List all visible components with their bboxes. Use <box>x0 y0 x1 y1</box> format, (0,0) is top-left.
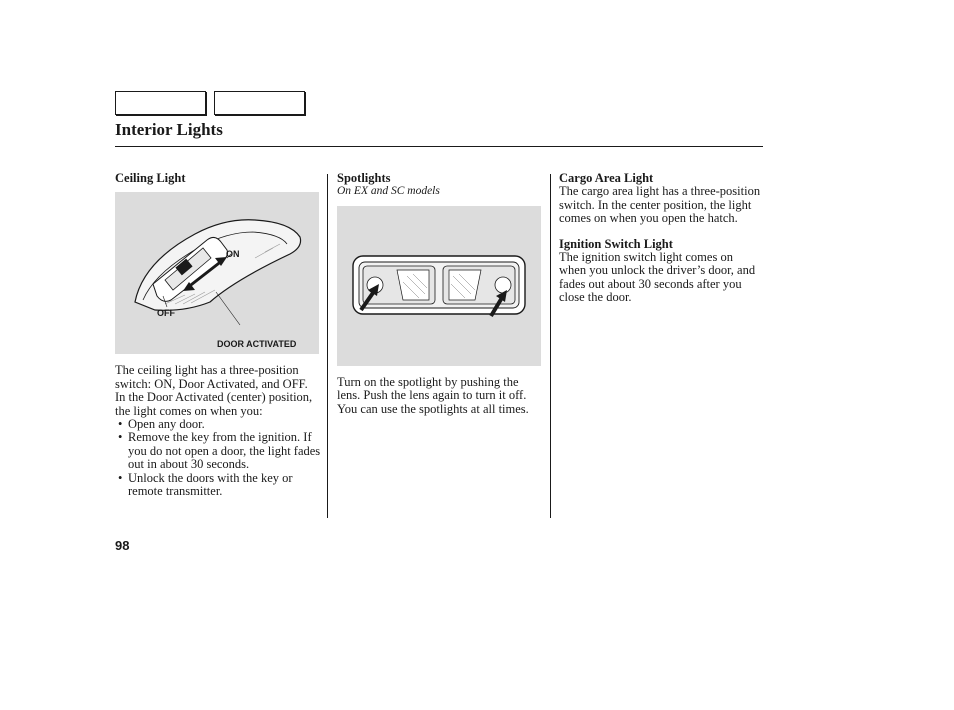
cargo-area-light-paragraph: The cargo area light has a three-position switch. In the center position, the light comes on when you open the hatch. <box>559 184 761 226</box>
cargo-area-light-heading: Cargo Area Light <box>559 171 654 185</box>
ceiling-light-section <box>115 172 321 498</box>
column-divider-2 <box>550 174 551 518</box>
list-item: • Open any door. <box>115 418 321 431</box>
ceiling-light-bullets <box>115 418 321 498</box>
nav-box-1[interactable] <box>115 91 206 115</box>
ceiling-light-heading: Ceiling Light <box>115 171 186 185</box>
ignition-switch-light-heading: Ignition Switch Light <box>559 236 673 251</box>
spotlights-subheading: On EX and SC models <box>337 185 440 198</box>
spotlights-illustration <box>337 206 541 366</box>
spotlights-section <box>337 172 543 416</box>
spotlights-heading: Spotlights <box>337 171 391 185</box>
page-number: 98 <box>115 538 130 553</box>
ceiling-light-paragraph-2: In the Door Activated (center) position, the light comes on when you: <box>115 390 313 418</box>
figure-label-door-activated: DOOR ACTIVATED <box>217 339 297 350</box>
list-item: • Remove the key from the ignition. If you do not open a door, the light fades out in about 30 seconds. <box>115 431 321 471</box>
nav-box-2[interactable] <box>214 91 305 115</box>
ceiling-light-drawing <box>115 192 319 354</box>
list-item: • Unlock the doors with the key or remote transmitter. <box>115 472 321 499</box>
figure-label-on: ON <box>226 249 240 260</box>
column-divider-1 <box>327 174 328 518</box>
figure-label-off: OFF <box>157 308 175 319</box>
spotlights-paragraph: Turn on the spotlight by pushing the lens. Push the lens again to turn it off. You can use the spotlights at all times. <box>337 374 529 416</box>
ceiling-light-illustration <box>115 192 319 354</box>
cargo-ignition-section <box>559 172 763 305</box>
ceiling-light-paragraph-1: The ceiling light has a three-position switch: ON, Door Activated, and OFF. <box>115 363 308 391</box>
spotlights-drawing <box>337 206 541 366</box>
ignition-switch-light-paragraph: The ignition switch light comes on when you unlock the driver’s door, and fades out about 30 seconds after you close the door. <box>559 250 756 305</box>
page-title: Interior Lights <box>115 120 223 139</box>
title-rule <box>115 146 763 147</box>
